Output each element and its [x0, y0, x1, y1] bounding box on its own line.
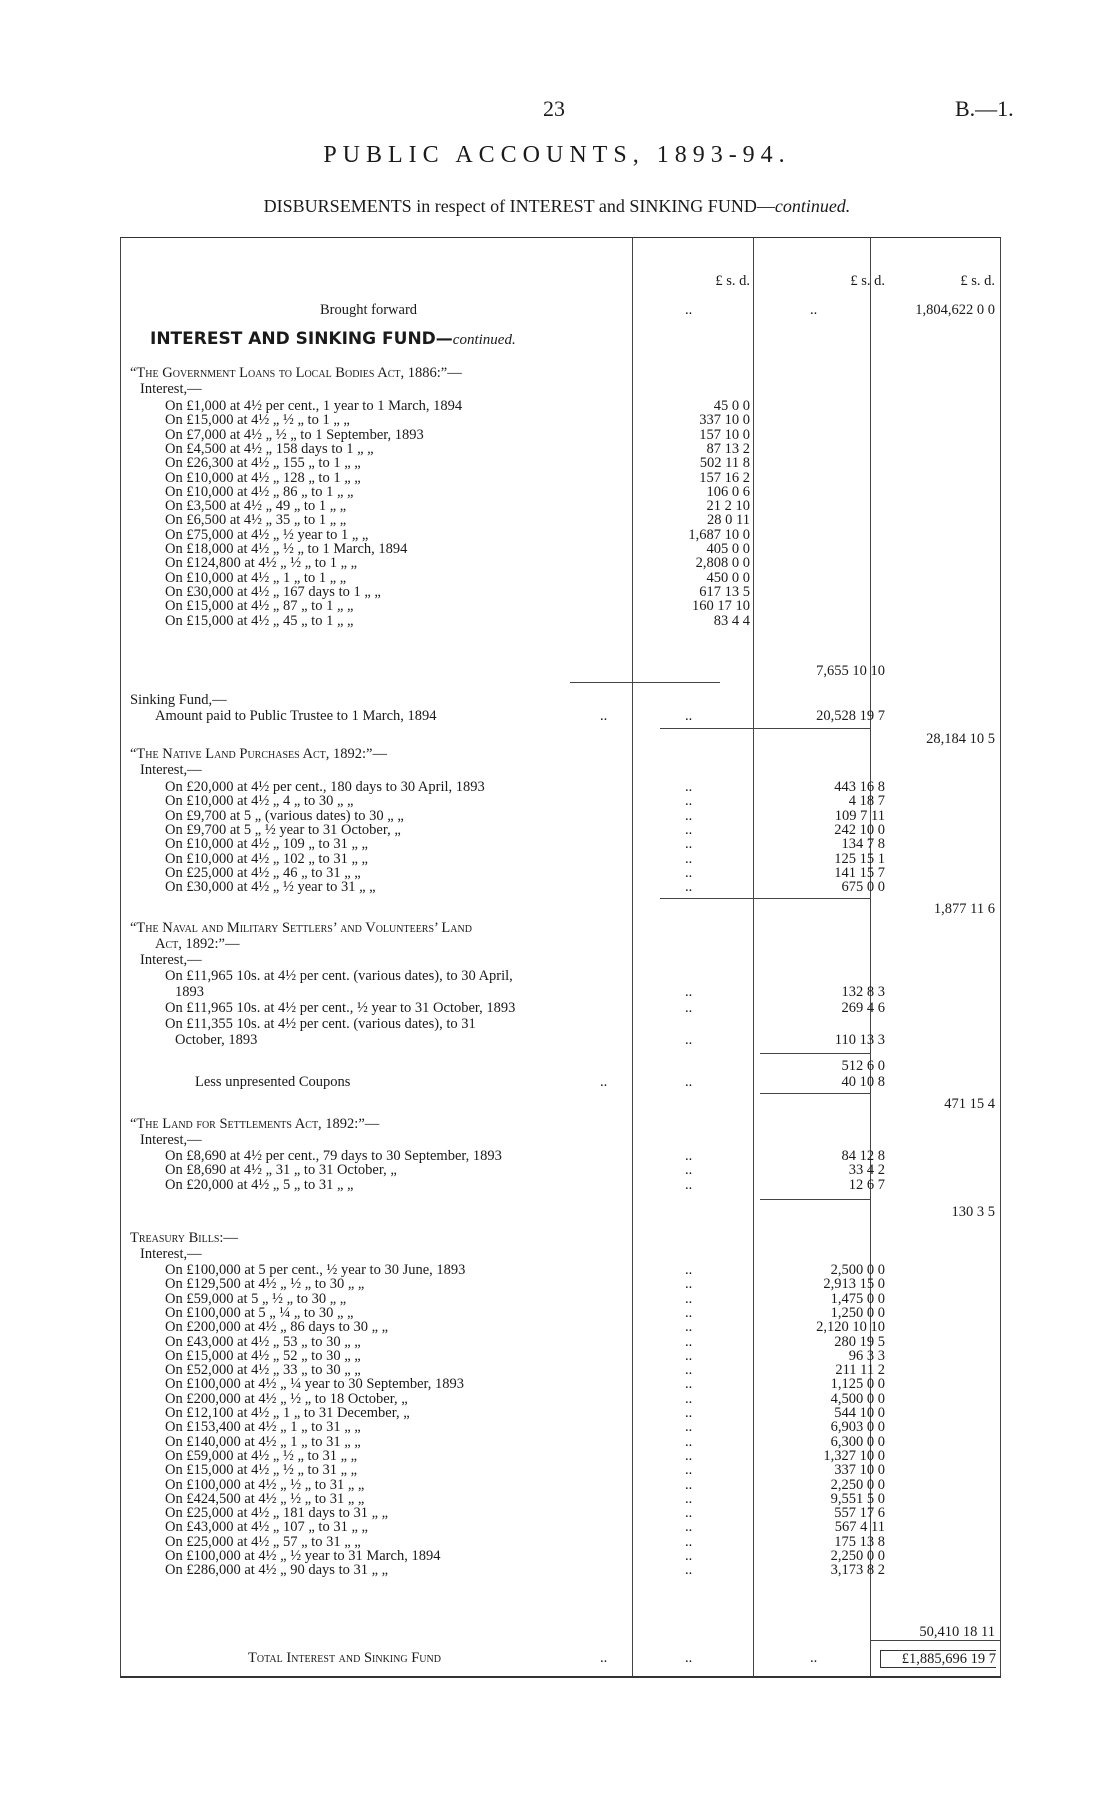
act-heading — [120, 365, 1001, 381]
section-heading-italic: continued. — [452, 332, 516, 348]
interest-label: Interest,— — [140, 381, 202, 397]
brought-forward-amount: 1,804,622 0 0 — [915, 302, 995, 318]
dots: .. — [685, 1290, 693, 1307]
entry-text: On £100,000 at 4½ „ ¼ year to 30 September, 1893 — [165, 1376, 465, 1393]
dots: .. — [685, 864, 693, 881]
entry-text: On £10,000 at 4½ „ 109 „ to 31 „ „ — [165, 836, 368, 853]
entry-amount: 175 13 8 — [834, 1533, 885, 1550]
sinking-fund-description: Amount paid to Public Trustee to 1 March, 1894 — [155, 708, 437, 724]
entry-amount: 1,475 0 0 — [830, 1290, 885, 1307]
entry-amount: 84 12 8 — [841, 1148, 885, 1164]
dots: .. — [685, 1376, 693, 1393]
settlements-total: 130 3 5 — [951, 1204, 995, 1220]
entry-amount: 125 15 1 — [834, 850, 885, 867]
entry-row: On £11,965 10s. at 4½ per cent., ½ year to 31 October, 1893 .. 269 4 6 — [165, 1000, 885, 1016]
entry-amount: 2,120 10 10 — [816, 1319, 885, 1336]
entry-amount: 132 8 3 — [841, 984, 885, 1000]
less-coupons-row: Less unpresented Coupons .. .. 40 10 8 — [195, 1074, 885, 1090]
entry-text: On £15,000 at 4½ „ 45 „ to 1 „ „ — [165, 612, 354, 629]
entry-amount: 96 3 3 — [848, 1347, 885, 1364]
column-header-2: £ s. d. — [850, 273, 885, 289]
act-title-line1: “The Naval and Military Settlers’ and Volunteers’ Land — [130, 920, 472, 936]
act-heading — [120, 1116, 1001, 1132]
grand-total-row: Total Interest and Sinking Fund .. .. .. £1,885,696 19 7 — [248, 1650, 996, 1667]
dots: .. — [685, 1419, 693, 1436]
document-reference: B.—1. — [955, 96, 1014, 121]
entry-amount: 2,250 0 0 — [830, 1476, 885, 1493]
entry-text: On £18,000 at 4½ „ ½ „ to 1 March, 1894 — [165, 541, 408, 557]
rule — [760, 1053, 870, 1054]
entry-row — [120, 1562, 1001, 1578]
entry-amount: 544 10 0 — [834, 1405, 885, 1421]
entry-amount: 3,173 8 2 — [830, 1562, 885, 1579]
entry-text: On £10,000 at 4½ „ 102 „ to 31 „ „ — [165, 850, 368, 867]
entry-text: On £129,500 at 4½ „ ½ „ to 30 „ „ — [165, 1276, 365, 1293]
entry-amount: 2,808 0 0 — [695, 555, 750, 572]
entry-amount: 211 11 2 — [835, 1362, 885, 1379]
entry-text: On £30,000 at 4½ „ 167 days to 1 „ „ — [165, 583, 381, 600]
entry-amount: 157 10 0 — [699, 426, 750, 443]
entry-row — [120, 968, 1001, 984]
dots: .. — [685, 1176, 693, 1193]
interest-label: Interest,— — [140, 1246, 202, 1262]
entry-text: On £59,000 at 5 „ ½ „ to 30 „ „ — [165, 1290, 347, 1307]
entry-amount: 1,250 0 0 — [830, 1304, 885, 1321]
sinking-fund-label: Sinking Fund,— — [130, 692, 227, 708]
entry-text: On £11,355 10s. at 4½ per cent. (various dates), to 31 — [165, 1016, 476, 1032]
entry-text: On £25,000 at 4½ „ 57 „ to 31 „ „ — [165, 1533, 361, 1550]
act-title: “The Government Loans to Local Bodies Act, 1886:”— — [130, 365, 462, 381]
dots: .. — [685, 1319, 693, 1336]
entry-row — [120, 879, 1001, 895]
entry-amount: 2,250 0 0 — [830, 1548, 885, 1564]
rule — [570, 682, 720, 683]
dots: .. — [685, 302, 693, 318]
entry-amount: 9,551 5 0 — [830, 1490, 885, 1507]
entry-text: On £43,000 at 4½ „ 53 „ to 30 „ „ — [165, 1333, 361, 1350]
dots: .. — [685, 1333, 693, 1350]
entry-row — [120, 1016, 1001, 1032]
interest-label-row — [120, 952, 1001, 968]
entry-amount: 405 0 0 — [706, 541, 750, 557]
dots: .. — [685, 1347, 693, 1364]
section-heading-main: INTEREST AND SINKING FUND— — [150, 329, 453, 349]
entry-amount: 557 17 6 — [834, 1505, 885, 1522]
entry-amount: 6,903 0 0 — [830, 1419, 885, 1436]
sinking-fund-row: Amount paid to Public Trustee to 1 March, 1894 .. .. 20,528 19 7 — [155, 708, 885, 724]
dots: .. — [685, 1519, 693, 1536]
less-coupons-label: Less unpresented Coupons — [195, 1074, 351, 1090]
dots: .. — [685, 1276, 693, 1293]
entry-text: On £100,000 at 4½ „ ½ year to 31 March, 1894 — [165, 1548, 441, 1564]
page-title: PUBLIC ACCOUNTS, 1893-94. — [323, 142, 791, 168]
interest-label: Interest,— — [140, 762, 202, 778]
rule — [760, 1093, 870, 1094]
entry-text: On £25,000 at 4½ „ 46 „ to 31 „ „ — [165, 864, 361, 881]
entry-amount: 502 11 8 — [699, 455, 750, 472]
treasury-heading-row — [120, 1230, 1001, 1246]
dots: .. — [685, 1462, 693, 1479]
entry-text: On £100,000 at 5 per cent., ½ year to 30 June, 1893 — [165, 1262, 466, 1278]
entry-amount: 1,327 10 0 — [823, 1447, 885, 1464]
entry-row — [120, 613, 1001, 629]
entry-text: On £75,000 at 4½ „ ½ year to 1 „ „ — [165, 526, 369, 543]
section-heading — [150, 329, 516, 349]
entry-text: October, 1893 — [175, 1032, 258, 1048]
entry-text: On £6,500 at 4½ „ 35 „ to 1 „ „ — [165, 512, 347, 529]
entry-amount: 675 0 0 — [841, 879, 885, 896]
entry-amount: 450 0 0 — [706, 569, 750, 586]
entry-amount: 157 16 2 — [699, 469, 750, 486]
entry-text: On £10,000 at 4½ „ 86 „ to 1 „ „ — [165, 483, 354, 500]
entry-amount: 269 4 6 — [841, 1000, 885, 1016]
entry-text: On £11,965 10s. at 4½ per cent., ½ year to 31 October, 1893 — [165, 1000, 516, 1016]
interest-label: Interest,— — [140, 952, 202, 968]
entry-text: On £200,000 at 4½ „ ½ „ to 18 October, „ — [165, 1390, 408, 1407]
entry-amount: 567 4 11 — [834, 1519, 885, 1536]
entry-text: On £15,000 at 4½ „ 87 „ to 1 „ „ — [165, 598, 354, 615]
entry-text: On £140,000 at 4½ „ 1 „ to 31 „ „ — [165, 1433, 361, 1450]
dots: .. — [685, 793, 693, 810]
interest-label-row — [120, 381, 1001, 397]
treasury-total: 50,410 18 11 — [919, 1624, 995, 1640]
entry-amount: 28 0 11 — [707, 512, 750, 529]
dots: .. — [685, 1490, 693, 1507]
entry-text: On £15,000 at 4½ „ ½ „ to 1 „ „ — [165, 412, 350, 429]
entry-text: On £20,000 at 4½ per cent., 180 days to 30 April, 1893 — [165, 779, 485, 795]
rule — [870, 1640, 1000, 1641]
entry-amount: 2,913 15 0 — [823, 1276, 885, 1293]
sinking-fund-label-row — [120, 692, 1001, 708]
naval-sum: 512 6 0 — [841, 1058, 885, 1074]
act-title: “The Land for Settlements Act, 1892:”— — [130, 1116, 380, 1132]
entry-amount: 160 17 10 — [692, 598, 750, 615]
act-heading — [120, 746, 1001, 762]
dots: .. — [685, 1362, 693, 1379]
page-subtitle — [0, 196, 1114, 217]
entry-text: On £124,800 at 4½ „ ½ „ to 1 „ „ — [165, 555, 358, 572]
entry-text: On £286,000 at 4½ „ 90 days to 31 „ „ — [165, 1562, 389, 1579]
entry-text: On £25,000 at 4½ „ 181 days to 31 „ „ — [165, 1505, 389, 1522]
naval-sum-row — [120, 1058, 1001, 1074]
dots: .. — [685, 836, 693, 853]
entry-row: October, 1893 .. 110 13 3 — [175, 1032, 885, 1048]
entry-text: On £11,965 10s. at 4½ per cent. (various dates), to 30 April, — [165, 968, 513, 984]
dots: .. — [685, 1505, 693, 1522]
brought-forward-label: Brought forward — [320, 302, 418, 318]
entry-text: On £52,000 at 4½ „ 33 „ to 30 „ „ — [165, 1362, 361, 1379]
naval-total: 471 15 4 — [944, 1096, 995, 1112]
entry-amount: 4,500 0 0 — [830, 1390, 885, 1407]
treasury-total-row — [120, 1624, 1001, 1640]
dots: .. — [685, 1562, 693, 1579]
entry-amount: 87 13 2 — [706, 440, 750, 457]
entry-amount: 106 0 6 — [706, 483, 750, 500]
entry-text: On £20,000 at 4½ „ 5 „ to 31 „ „ — [165, 1176, 354, 1193]
interest-label-row — [120, 762, 1001, 778]
entry-amount: 617 13 5 — [699, 583, 750, 600]
entry-amount: 242 10 0 — [834, 821, 885, 838]
dots: .. — [685, 1304, 693, 1321]
column-headers — [120, 273, 1001, 289]
entry-text: On £1,000 at 4½ per cent., 1 year to 1 March, 1894 — [165, 398, 463, 414]
entry-text: On £100,000 at 5 „ ¼ „ to 30 „ „ — [165, 1304, 354, 1321]
entry-amount: 141 15 7 — [834, 864, 885, 881]
entry-amount: 134 7 8 — [841, 836, 885, 853]
dots: .. — [685, 1405, 693, 1421]
sinking-fund-amount: 20,528 19 7 — [816, 708, 885, 724]
dots: .. — [685, 879, 693, 896]
act-heading — [120, 920, 1001, 936]
entry-text: On £3,500 at 4½ „ 49 „ to 1 „ „ — [165, 498, 347, 515]
entry-text: On £9,700 at 5 „ ½ year to 31 October, „ — [165, 821, 401, 838]
entry-amount: 12 6 7 — [848, 1176, 885, 1193]
dots: .. — [685, 1447, 693, 1464]
rule — [660, 898, 870, 899]
entry-amount: 443 16 8 — [834, 779, 885, 795]
entry-text: 1893 — [175, 984, 204, 1000]
subtitle-main: DISBURSEMENTS in respect of INTEREST and SINKING FUND— — [263, 196, 775, 216]
dots: .. — [685, 807, 693, 824]
dots: .. — [685, 779, 693, 795]
entry-amount: 109 7 11 — [834, 807, 885, 824]
disbursements-table — [120, 237, 1001, 1678]
rule — [760, 1199, 870, 1200]
dots: .. — [685, 1162, 693, 1179]
dots: .. — [685, 850, 693, 867]
dots: .. — [685, 821, 693, 838]
entry-text: On £15,000 at 4½ „ ½ „ to 31 „ „ — [165, 1462, 358, 1479]
subtotal-row — [120, 663, 1001, 679]
brought-forward-row — [120, 302, 1001, 318]
entry-amount: 21 2 10 — [706, 498, 750, 515]
entry-amount: 337 10 0 — [834, 1462, 885, 1479]
entry-amount: 280 19 5 — [834, 1333, 885, 1350]
entry-text: On £26,300 at 4½ „ 155 „ to 1 „ „ — [165, 455, 361, 472]
entry-text: On £4,500 at 4½ „ 158 days to 1 „ „ — [165, 440, 374, 457]
entry-text: On £7,000 at 4½ „ ½ „ to 1 September, 1893 — [165, 426, 424, 443]
dots: .. — [685, 1533, 693, 1550]
entry-text: On £8,690 at 4½ per cent., 79 days to 30 September, 1893 — [165, 1148, 502, 1164]
dots: .. — [685, 1548, 693, 1564]
dots: .. — [685, 1433, 693, 1450]
act-title: “The Native Land Purchases Act, 1892:”— — [130, 746, 387, 762]
entry-row: 1893 .. 132 8 3 — [175, 984, 885, 1000]
entry-amount: 33 4 2 — [848, 1162, 885, 1179]
act-heading-cont — [120, 936, 1001, 952]
entry-text: On £100,000 at 4½ „ ½ „ to 31 „ „ — [165, 1476, 365, 1493]
grand-total-amount: £1,885,696 19 7 — [880, 1650, 996, 1668]
treasury-heading: Treasury Bills:— — [130, 1230, 238, 1246]
entry-text: On £59,000 at 4½ „ ½ „ to 31 „ „ — [165, 1447, 358, 1464]
entry-amount: 6,300 0 0 — [830, 1433, 885, 1450]
interest-label-row — [120, 1132, 1001, 1148]
rule — [660, 728, 870, 729]
entry-amount: 83 4 4 — [713, 612, 750, 629]
column-header-3: £ s. d. — [960, 273, 995, 289]
entry-text: On £15,000 at 4½ „ 52 „ to 30 „ „ — [165, 1347, 361, 1364]
entry-amount: 45 0 0 — [713, 398, 750, 414]
entry-text: On £153,400 at 4½ „ 1 „ to 31 „ „ — [165, 1419, 361, 1436]
less-coupons-amount: 40 10 8 — [841, 1074, 885, 1090]
entry-amount: 110 13 3 — [834, 1032, 885, 1048]
dots: .. — [685, 1262, 693, 1278]
local-bodies-subtotal: 7,655 10 10 — [816, 663, 885, 679]
local-bodies-total: 28,184 10 5 — [926, 731, 995, 747]
entry-text: On £10,000 at 4½ „ 128 „ to 1 „ „ — [165, 469, 361, 486]
entry-text: On £43,000 at 4½ „ 107 „ to 31 „ „ — [165, 1519, 368, 1536]
entry-text: On £30,000 at 4½ „ ½ year to 31 „ „ — [165, 879, 376, 896]
subtitle-italic: continued. — [774, 196, 851, 216]
entry-text: On £424,500 at 4½ „ ½ „ to 31 „ „ — [165, 1490, 365, 1507]
naval-total-row — [120, 1096, 1001, 1112]
entry-text: On £12,100 at 4½ „ 1 „ to 31 December, „ — [165, 1405, 410, 1421]
dots: .. — [685, 1148, 693, 1164]
grand-total-label: Total Interest and Sinking Fund — [248, 1650, 441, 1666]
dots: .. — [685, 1476, 693, 1493]
act-title-line2: Act, 1892:”— — [155, 936, 240, 952]
settlements-total-row — [120, 1204, 1001, 1220]
local-bodies-total-row — [120, 731, 1001, 747]
native-land-total-row — [120, 901, 1001, 917]
page-number: 23 — [543, 96, 565, 121]
native-land-total: 1,877 11 6 — [933, 901, 995, 917]
entry-amount: 1,687 10 0 — [688, 526, 750, 543]
column-header-1: £ s. d. — [715, 273, 750, 289]
entry-text: On £9,700 at 5 „ (various dates) to 30 „ „ — [165, 807, 404, 824]
entry-text: On £200,000 at 4½ „ 86 days to 30 „ „ — [165, 1319, 389, 1336]
entry-amount: 2,500 0 0 — [830, 1262, 885, 1278]
entry-amount: 337 10 0 — [699, 412, 750, 429]
entry-amount: 1,125 0 0 — [830, 1376, 885, 1393]
interest-label: Interest,— — [140, 1132, 202, 1148]
interest-label-row — [120, 1246, 1001, 1262]
entry-text: On £8,690 at 4½ „ 31 „ to 31 October, „ — [165, 1162, 397, 1179]
entry-row — [120, 1177, 1001, 1193]
entry-amount: 4 18 7 — [848, 793, 885, 810]
entry-text: On £10,000 at 4½ „ 1 „ to 1 „ „ — [165, 569, 347, 586]
dots: .. — [685, 1390, 693, 1407]
dots: .. — [810, 302, 818, 318]
entry-text: On £10,000 at 4½ „ 4 „ to 30 „ „ — [165, 793, 354, 810]
